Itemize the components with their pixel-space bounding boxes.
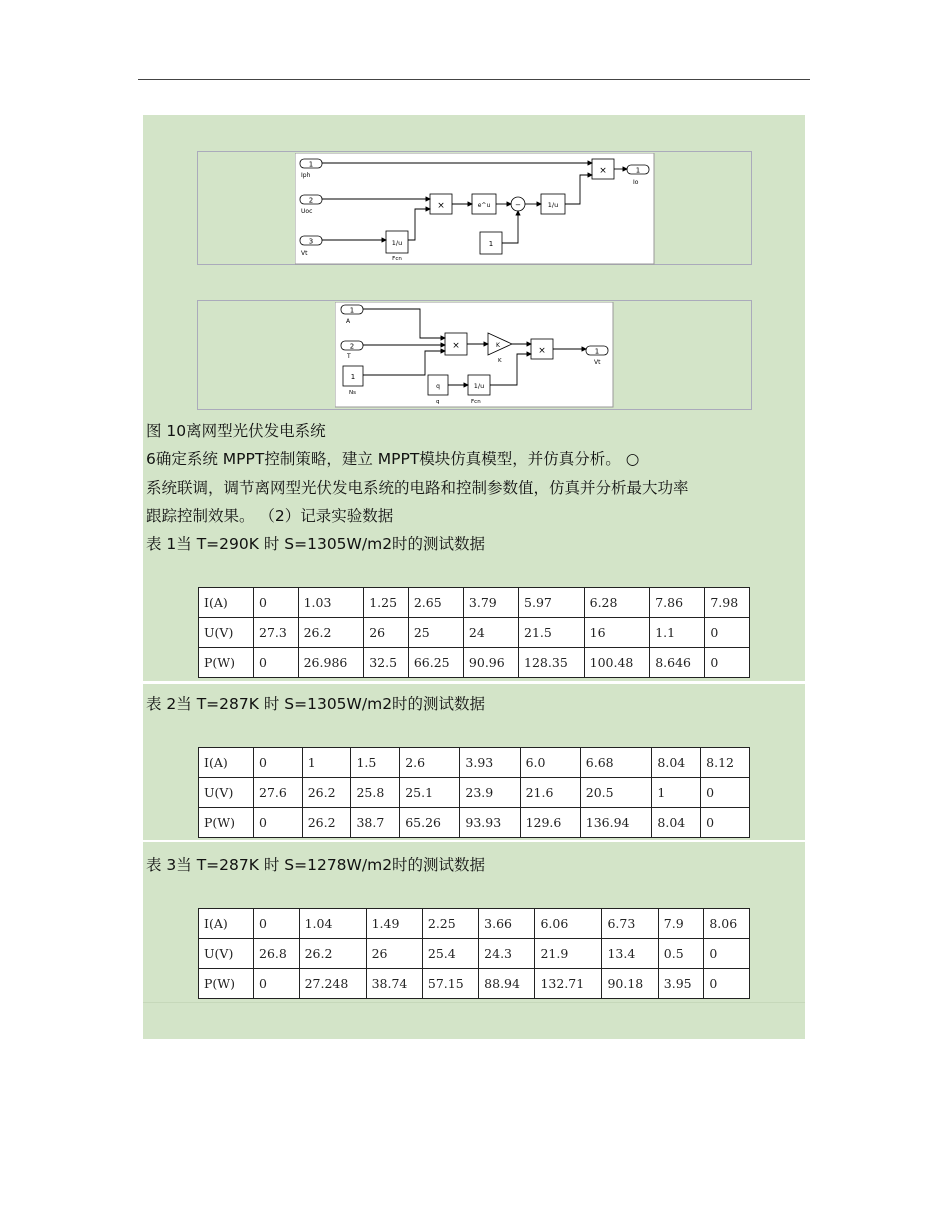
table-cell: 66.25	[408, 648, 463, 678]
table-row	[199, 618, 750, 648]
svg-text:1/u: 1/u	[547, 201, 559, 209]
paragraph-line-3: 跟踪控制效果。 （2）记录实验数据	[146, 507, 394, 525]
table-cell: 38.7	[351, 808, 400, 838]
table-cell: 24	[463, 618, 518, 648]
table-cell: 25.8	[351, 778, 400, 808]
table-row	[199, 969, 750, 999]
table-cell: 6.0	[520, 748, 580, 778]
table-cell: 0	[254, 588, 299, 618]
section-divider	[143, 681, 805, 684]
table-cell: 21.6	[520, 778, 580, 808]
table-cell: 26.2	[299, 939, 366, 969]
svg-text:1: 1	[635, 166, 641, 175]
paragraph-line-1: 6确定系统 MPPT控制策略，建立 MPPT模块仿真模型，并仿真分析。 ○	[146, 450, 640, 468]
table-cell: 1.5	[351, 748, 400, 778]
svg-text:Uoc: Uoc	[301, 208, 313, 215]
svg-text:K: K	[498, 358, 502, 364]
d1-sum-block[interactable]	[511, 197, 525, 211]
diagram1-io-model	[295, 153, 655, 265]
table-cell: 128.35	[519, 648, 585, 678]
table-cell: 26	[364, 618, 409, 648]
panel-bottom-rule	[143, 1002, 805, 1003]
table-cell: 27.6	[254, 778, 303, 808]
table-cell: 3.93	[460, 748, 520, 778]
table-cell: 88.94	[479, 969, 535, 999]
table-cell: 2.6	[400, 748, 460, 778]
table-cell: 21.9	[535, 939, 602, 969]
table-cell: 38.74	[366, 969, 422, 999]
svg-text:1: 1	[308, 160, 314, 169]
table-cell: 26.2	[302, 778, 351, 808]
table-cell: 90.18	[602, 969, 658, 999]
row-header-cell: U(V)	[199, 778, 254, 808]
table-cell: 1.49	[366, 909, 422, 939]
table-cell: 0	[704, 939, 750, 969]
table-cell: 0	[705, 618, 750, 648]
table-cell: 26	[366, 939, 422, 969]
svg-text:Vt: Vt	[301, 250, 308, 257]
table-cell: 1.25	[364, 588, 409, 618]
table-row	[199, 909, 750, 939]
table-cell: 100.48	[584, 648, 650, 678]
table-cell: 0	[254, 748, 303, 778]
d2-product-block[interactable]	[445, 333, 467, 355]
table-cell: 16	[584, 618, 650, 648]
svg-text:Ns: Ns	[349, 390, 356, 396]
d1-product-output-block[interactable]	[592, 159, 614, 179]
svg-text:−: −	[515, 201, 521, 209]
table-cell: 90.96	[463, 648, 518, 678]
d1-recip-block[interactable]	[541, 194, 565, 214]
table-row	[199, 588, 750, 618]
table-cell: 0	[254, 969, 300, 999]
svg-text:×: ×	[599, 166, 607, 176]
table-cell: 93.93	[460, 808, 520, 838]
row-header-cell: U(V)	[199, 618, 254, 648]
table-cell: 20.5	[580, 778, 652, 808]
figure-caption: 图 10离网型光伏发电系统	[146, 422, 326, 440]
table-cell: 57.15	[422, 969, 478, 999]
svg-text:1/u: 1/u	[473, 382, 485, 390]
svg-text:T: T	[347, 353, 351, 360]
section-divider	[143, 840, 805, 842]
svg-text:K: K	[496, 342, 500, 349]
table-cell: 8.06	[704, 909, 750, 939]
table-cell: 8.646	[650, 648, 705, 678]
svg-text:q: q	[436, 399, 440, 405]
row-header-cell: P(W)	[199, 808, 254, 838]
svg-text:×: ×	[538, 346, 546, 356]
svg-text:Vt: Vt	[594, 359, 601, 366]
table1-caption: 表 1当 T=290K 时 S=1305W/m2时的测试数据	[146, 535, 486, 553]
svg-text:2: 2	[308, 196, 314, 205]
table-cell: 24.3	[479, 939, 535, 969]
table-cell: 27.248	[299, 969, 366, 999]
table-cell: 25.1	[400, 778, 460, 808]
table-cell: 25	[408, 618, 463, 648]
svg-text:×: ×	[437, 201, 445, 211]
row-header-cell: I(A)	[199, 748, 254, 778]
table-cell: 6.68	[580, 748, 652, 778]
svg-text:1/u: 1/u	[391, 239, 403, 247]
svg-text:1: 1	[594, 347, 600, 356]
table3-caption: 表 3当 T=287K 时 S=1278W/m2时的测试数据	[146, 856, 486, 874]
table-cell: 8.04	[652, 748, 701, 778]
row-header-cell: I(A)	[199, 909, 254, 939]
table-cell: 6.28	[584, 588, 650, 618]
row-header-cell: P(W)	[199, 969, 254, 999]
table-cell: 6.73	[602, 909, 658, 939]
table-cell: 5.97	[519, 588, 585, 618]
svg-text:3: 3	[308, 237, 314, 246]
table-cell: 32.5	[364, 648, 409, 678]
table-cell: 6.06	[535, 909, 602, 939]
table-cell: 3.79	[463, 588, 518, 618]
table2-caption: 表 2当 T=287K 时 S=1305W/m2时的测试数据	[146, 695, 486, 713]
table-cell: 0	[705, 648, 750, 678]
table-cell: 1	[302, 748, 351, 778]
table-cell: 26.2	[302, 808, 351, 838]
svg-text:Fcn: Fcn	[392, 256, 402, 262]
diagram2-vt-model	[335, 302, 614, 408]
table-row	[199, 748, 750, 778]
table-cell: 8.04	[652, 808, 701, 838]
table-cell: 3.66	[479, 909, 535, 939]
table-cell: 3.95	[658, 969, 704, 999]
d1-exp-block[interactable]	[472, 194, 496, 214]
table-cell: 136.94	[580, 808, 652, 838]
table-row	[199, 648, 750, 678]
table-cell: 26.2	[298, 618, 364, 648]
svg-text:1: 1	[349, 306, 355, 315]
table-cell: 0	[704, 969, 750, 999]
table-cell: 13.4	[602, 939, 658, 969]
d2-product-output-block[interactable]	[531, 339, 553, 359]
svg-text:Iph: Iph	[301, 172, 311, 179]
table-cell: 132.71	[535, 969, 602, 999]
table-cell: 129.6	[520, 808, 580, 838]
svg-text:2: 2	[349, 342, 355, 351]
row-header-cell: I(A)	[199, 588, 254, 618]
table-cell: 1	[652, 778, 701, 808]
table-cell: 2.25	[422, 909, 478, 939]
header-rule	[138, 79, 810, 80]
table-cell: 0.5	[658, 939, 704, 969]
table-cell: 26.8	[254, 939, 300, 969]
table-cell: 0	[254, 909, 300, 939]
table-cell: 27.3	[254, 618, 299, 648]
data-table-2	[198, 747, 750, 838]
table-row	[199, 778, 750, 808]
table-cell: 23.9	[460, 778, 520, 808]
table-row	[199, 808, 750, 838]
row-header-cell: U(V)	[199, 939, 254, 969]
svg-text:Fcn: Fcn	[471, 399, 481, 405]
table-cell: 1.1	[650, 618, 705, 648]
svg-text:e^u: e^u	[477, 202, 491, 209]
svg-text:×: ×	[452, 341, 460, 351]
svg-text:1: 1	[488, 240, 494, 248]
d1-constant-block[interactable]	[480, 232, 502, 254]
data-table-1	[198, 587, 750, 678]
svg-text:A: A	[346, 318, 351, 325]
table-cell: 7.86	[650, 588, 705, 618]
svg-text:Io: Io	[633, 179, 639, 186]
row-header-cell: P(W)	[199, 648, 254, 678]
table-cell: 7.9	[658, 909, 704, 939]
table-cell: 1.03	[298, 588, 364, 618]
paragraph-line-2: 系统联调，调节离网型光伏发电系统的电路和控制参数值，仿真并分析最大功率	[146, 479, 689, 497]
table-cell: 0	[701, 778, 750, 808]
table-cell: 2.65	[408, 588, 463, 618]
table-cell: 65.26	[400, 808, 460, 838]
table-row	[199, 939, 750, 969]
table-cell: 7.98	[705, 588, 750, 618]
table-cell: 8.12	[701, 748, 750, 778]
svg-text:1: 1	[350, 373, 356, 381]
table-cell: 26.986	[298, 648, 364, 678]
table-cell: 21.5	[519, 618, 585, 648]
table-cell: 0	[254, 648, 299, 678]
data-table-3	[198, 908, 750, 999]
d1-product-block[interactable]	[430, 194, 452, 214]
table-cell: 25.4	[422, 939, 478, 969]
table-cell: 1.04	[299, 909, 366, 939]
svg-text:q: q	[436, 383, 440, 390]
table-cell: 0	[701, 808, 750, 838]
table-cell: 0	[254, 808, 303, 838]
